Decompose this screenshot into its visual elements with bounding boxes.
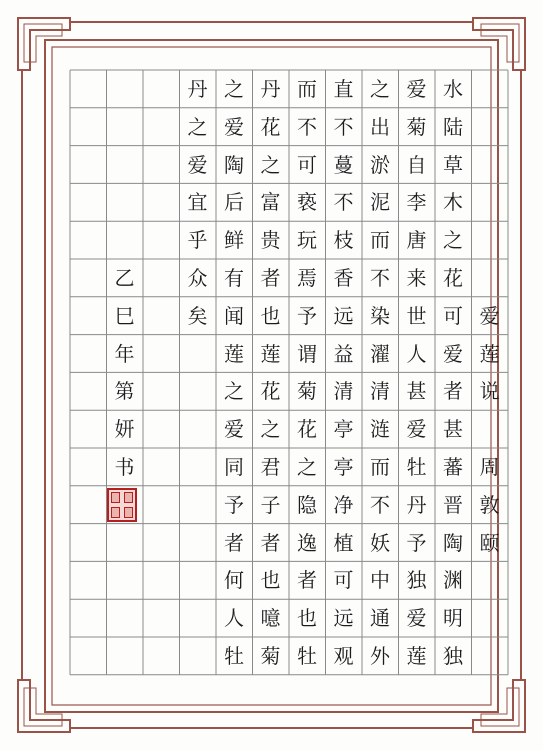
poem-character: 之 — [187, 114, 208, 139]
poem-character: 爱 — [406, 77, 427, 101]
red-seal — [107, 488, 137, 522]
poem-character: 不 — [333, 114, 354, 139]
poem-character: 远 — [333, 606, 354, 631]
poem-character: 有 — [224, 266, 244, 290]
poem-character: 亵 — [297, 190, 317, 215]
poem-character: 者 — [443, 379, 463, 404]
poem-character: 陆 — [443, 114, 463, 139]
poem-character: 也 — [260, 568, 281, 593]
poem-character: 噫 — [260, 606, 281, 631]
poem-character: 直 — [333, 77, 354, 101]
poem-character: 观 — [333, 644, 354, 668]
poem-character: 不 — [370, 492, 390, 517]
poem-character: 予 — [297, 303, 317, 328]
poem-character: 唐 — [406, 228, 427, 253]
poem-character: 甚 — [443, 417, 463, 442]
poem-character: 不 — [370, 266, 390, 290]
poem-character: 莲 — [260, 341, 281, 366]
poem-character: 可 — [443, 303, 463, 328]
poem-character: 爱 — [187, 152, 208, 177]
signature-character: 巳 — [114, 303, 135, 328]
poem-character: 菊 — [297, 379, 317, 404]
poem-character: 谓 — [297, 341, 317, 366]
poem-character: 益 — [333, 341, 354, 366]
poem-character: 亭 — [333, 455, 354, 479]
poem-character: 陶 — [443, 530, 463, 555]
poem-character: 独 — [443, 644, 463, 668]
poem-character: 甚 — [406, 379, 427, 404]
poem-character: 之 — [224, 77, 244, 101]
poem-character: 通 — [370, 606, 390, 631]
poem-character: 者 — [297, 568, 317, 593]
poem-character: 也 — [260, 303, 281, 328]
poem-character: 清 — [333, 379, 354, 404]
poem-character: 丹 — [187, 77, 208, 101]
poem-character: 花 — [260, 114, 281, 139]
poem-character: 水 — [443, 77, 463, 101]
poem-character: 爱 — [406, 606, 427, 631]
poem-character: 外 — [370, 644, 390, 668]
poem-character: 者 — [260, 266, 281, 290]
poem-character: 涟 — [370, 417, 390, 442]
poem-character: 自 — [406, 152, 427, 177]
poem-character: 予 — [406, 530, 427, 555]
poem-character: 木 — [443, 190, 463, 215]
poem-character: 亭 — [333, 417, 354, 442]
poem-character: 中 — [370, 568, 390, 593]
signature-character: 第 — [114, 379, 135, 404]
poem-character: 玩 — [297, 228, 317, 253]
poem-character: 何 — [224, 568, 244, 593]
poem-character: 人 — [406, 341, 427, 366]
poem-character: 可 — [333, 568, 354, 593]
poem-character: 莲 — [224, 341, 244, 366]
poem-character: 不 — [333, 190, 354, 215]
author-character: 周 — [479, 455, 500, 479]
poem-character: 矣 — [187, 303, 208, 328]
poem-character: 花 — [297, 417, 317, 442]
signature-character: 年 — [114, 341, 135, 366]
poem-character: 鲜 — [224, 228, 244, 253]
title-character: 爱 — [479, 303, 500, 328]
poem-character: 世 — [406, 303, 427, 328]
poem-character: 也 — [297, 606, 317, 631]
poem-character: 枝 — [333, 228, 354, 253]
poem-character: 染 — [370, 303, 390, 328]
poem-character: 妖 — [370, 530, 390, 555]
poem-character: 爱 — [224, 114, 244, 139]
poem-character: 晋 — [443, 492, 463, 517]
poem-character: 牡 — [224, 644, 244, 668]
poem-character: 莲 — [406, 644, 427, 668]
poem-character: 之 — [260, 152, 281, 177]
poem-character: 宜 — [187, 190, 208, 215]
poem-character: 之 — [260, 417, 281, 442]
poem-character: 出 — [370, 114, 390, 139]
poem-character: 独 — [406, 568, 427, 593]
poem-character: 花 — [260, 379, 281, 404]
poem-character: 闻 — [224, 303, 244, 328]
poem-character: 富 — [260, 190, 281, 215]
poem-character: 牡 — [297, 644, 317, 668]
poem-character: 花 — [443, 266, 463, 290]
poem-character: 者 — [224, 530, 244, 555]
poem-character: 之 — [443, 228, 463, 253]
poem-character: 者 — [260, 530, 281, 555]
poem-character: 君 — [260, 455, 281, 479]
signature-character: 妍 — [114, 417, 135, 442]
author-character: 颐 — [479, 530, 500, 555]
poem-character: 而 — [370, 455, 390, 479]
poem-character: 濯 — [370, 341, 390, 366]
poem-character: 爱 — [224, 417, 244, 442]
poem-character: 牡 — [406, 455, 427, 479]
poem-character: 逸 — [297, 530, 317, 555]
poem-character: 菊 — [260, 644, 281, 668]
title-character: 说 — [479, 379, 500, 404]
poem-character: 远 — [333, 303, 354, 328]
poem-character: 而 — [370, 228, 390, 253]
poem-character: 净 — [333, 492, 354, 517]
poem-character: 明 — [443, 606, 463, 631]
poem-character: 可 — [297, 152, 317, 177]
poem-character: 后 — [224, 190, 244, 215]
signature-character: 书 — [114, 455, 135, 479]
poem-character: 人 — [224, 606, 244, 631]
poem-character: 焉 — [297, 266, 317, 290]
author-character: 敦 — [479, 492, 500, 517]
poem-character: 隐 — [297, 492, 317, 517]
poem-character: 淤 — [370, 152, 390, 177]
poem-character: 草 — [443, 152, 463, 177]
poem-character: 清 — [370, 379, 390, 404]
poem-character: 乎 — [187, 228, 208, 253]
poem-character: 同 — [224, 455, 244, 479]
poem-character: 来 — [406, 266, 427, 290]
title-character: 莲 — [479, 341, 500, 366]
poem-character: 丹 — [260, 77, 281, 101]
poem-character: 蔓 — [333, 152, 354, 177]
poem-character: 陶 — [224, 152, 244, 177]
poem-character: 李 — [406, 190, 427, 215]
signature-character: 乙 — [114, 266, 135, 290]
poem-character: 众 — [187, 266, 208, 290]
poem-character: 不 — [297, 114, 317, 139]
poem-character: 而 — [297, 77, 317, 101]
poem-character: 渊 — [443, 568, 463, 593]
poem-character: 植 — [333, 530, 354, 555]
poem-character: 子 — [260, 492, 281, 517]
poem-character: 予 — [224, 492, 244, 517]
poem-character: 泥 — [370, 190, 390, 215]
poem-character: 之 — [297, 455, 317, 479]
poem-character: 爱 — [443, 341, 463, 366]
poem-character: 丹 — [406, 492, 427, 517]
poem-character: 贵 — [260, 228, 281, 253]
poem-character: 蕃 — [443, 455, 463, 479]
poem-character: 菊 — [406, 114, 427, 139]
poem-character: 之 — [370, 77, 390, 101]
poem-character: 之 — [224, 379, 244, 404]
poem-character: 爱 — [406, 417, 427, 442]
poem-character: 香 — [333, 266, 354, 290]
